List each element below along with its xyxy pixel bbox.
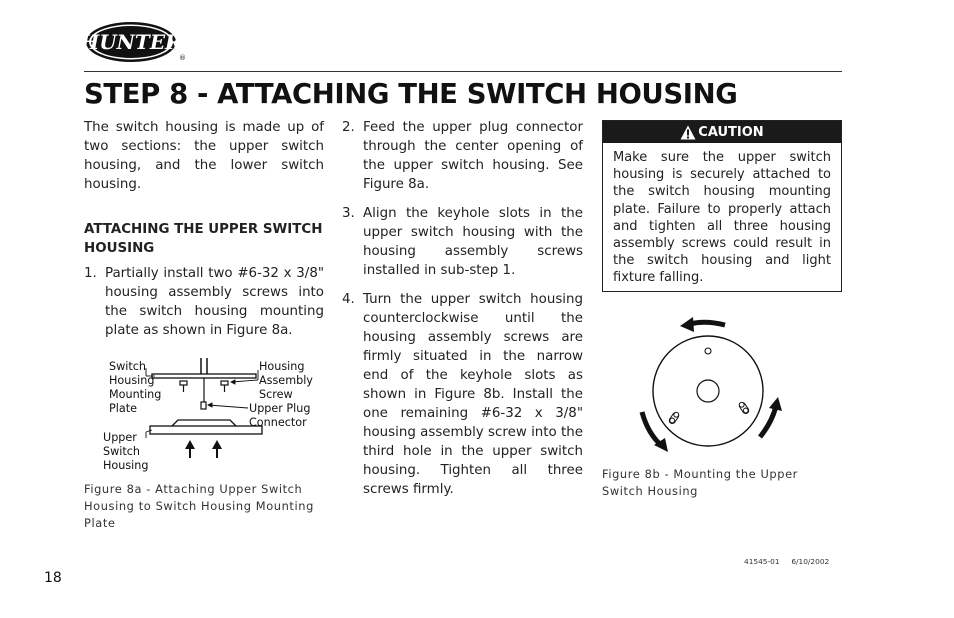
document-code: 41545-01 6/10/2002 <box>744 557 830 566</box>
logo-wordmark: HUNTER <box>80 30 182 54</box>
step-4 <box>342 290 583 499</box>
step-2 <box>342 118 583 194</box>
caution-title: CAUTION <box>698 124 764 140</box>
label-upper-housing: Upper Switch Housing <box>103 431 149 472</box>
label-assembly-screw: Housing Assembly Screw <box>259 360 313 401</box>
label-plug-connector: Upper Plug Connector <box>249 402 311 429</box>
caution-text: Make sure the upper switch housing is securely attached to the switch housing mounting plate. Failure to properly attach and tighten all three housing assembly screws could result in the switch housing and light fixture falling. <box>613 150 831 286</box>
figure-8b-drawing <box>630 312 790 462</box>
step-text: Feed the upper plug connector through the center opening of the upper switch housing. See Figure 8a. <box>363 120 583 192</box>
caution-header <box>603 121 841 143</box>
column-left <box>84 118 324 340</box>
step-number: 3. <box>342 206 355 221</box>
subheading: ATTACHING THE UPPER SWITCH HOUSING <box>84 222 323 256</box>
step-number: 4. <box>342 292 355 307</box>
step-3 <box>342 204 583 280</box>
figure-8b-caption: Figure 8b - Mounting the Upper Switch Housing <box>602 467 798 498</box>
step-number: 2. <box>342 120 355 135</box>
intro-paragraph: The switch housing is made up of two sections: the upper switch housing, and the lower switch housing. <box>84 120 324 192</box>
page-number: 18 <box>44 570 62 586</box>
page-title: STEP 8 - ATTACHING THE SWITCH HOUSING <box>84 78 738 110</box>
step-1 <box>84 264 324 340</box>
figure-8a-caption: Figure 8a - Attaching Upper Switch Housing to Switch Housing Mounting Plate <box>84 482 314 530</box>
hunter-logo <box>80 20 186 66</box>
registered-mark: ® <box>179 54 186 62</box>
step-text: Partially install two #6-32 x 3/8" housing assembly screws into the switch housing mounting plate as shown in Figure 8a. <box>105 266 324 338</box>
label-mounting-plate: Switch Housing Mounting Plate <box>109 360 162 415</box>
step-text: Align the keyhole slots in the upper switch housing with the housing assembly screws installed in sub-step 1. <box>363 206 583 278</box>
column-middle <box>342 118 583 499</box>
caution-box <box>602 120 842 292</box>
warning-triangle-icon <box>680 125 696 140</box>
figure-8a <box>100 352 330 477</box>
figure-8b <box>630 312 790 462</box>
step-text: Turn the upper switch housing counterclockwise until the housing assembly screws are firmly situated in the narrow end of the keyhole slots as shown in Figure 8b. Install the one remaining #6-32 x 3/8" housing assembly screw into the third hole in the upper switch housing. Tighten all three screws firmly. <box>363 292 583 497</box>
step-number: 1. <box>84 266 97 281</box>
header-rule <box>84 71 842 72</box>
